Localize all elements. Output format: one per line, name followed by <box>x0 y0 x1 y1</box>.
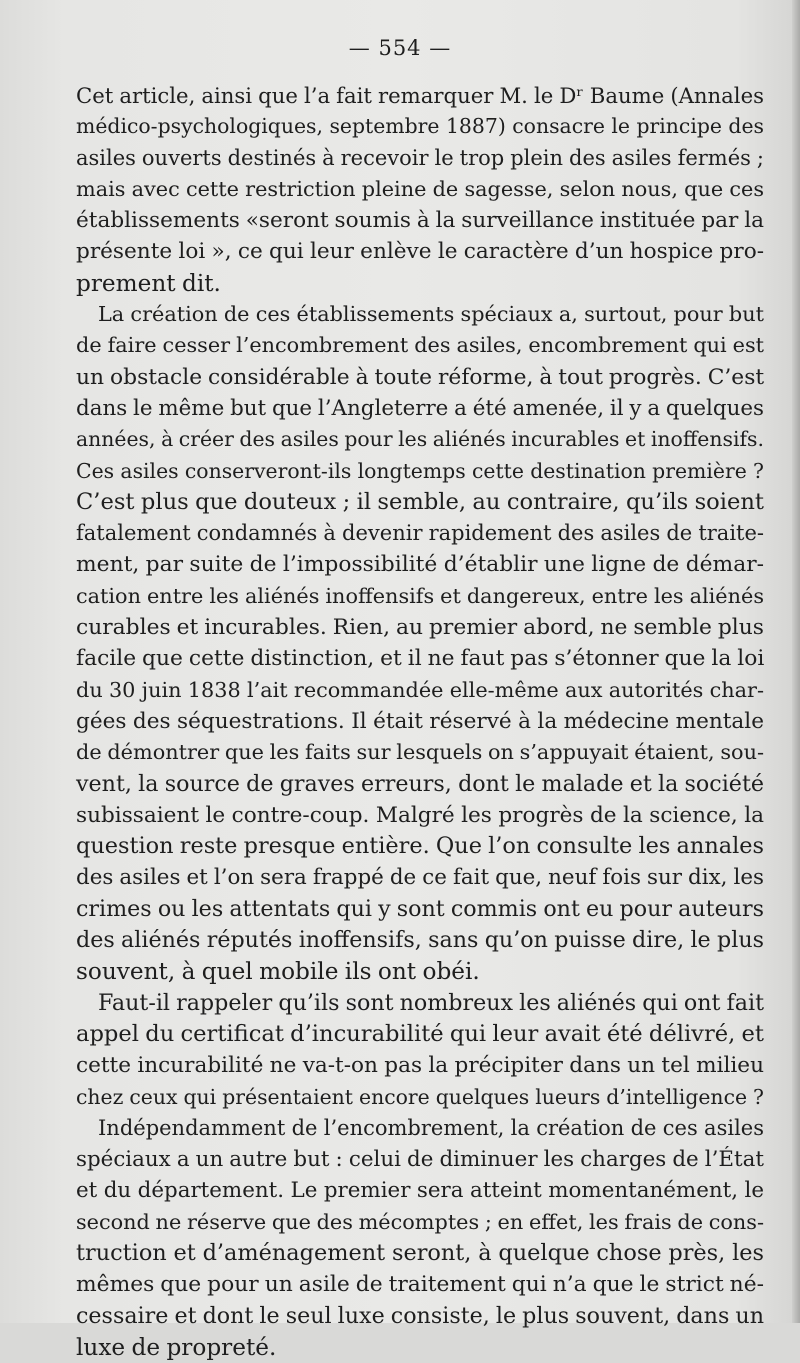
text-line: et du département. Le premier sera atteint momentanément, le <box>76 1178 764 1204</box>
text-line: ment, par suite de l’impossibilité d’établir une ligne de démar- <box>76 552 764 578</box>
text-line: C’est plus que douteux ; il semble, au contraire, qu’ils soient <box>76 488 764 515</box>
text-line: chez ceux qui présentaient encore quelques lueurs d’intelligence ? <box>76 1084 764 1109</box>
text-line: second ne réserve que des mécomptes ; en effet, les frais de cons- <box>76 1209 764 1234</box>
text-line: des asiles et l’on sera frappé de ce fait que, neuf fois sur dix, les <box>76 865 764 891</box>
text-line: cessaire et dont le seul luxe consiste, le plus souvent, dans un <box>76 1302 764 1329</box>
text-line: années, à créer des asiles pour les aliénés incurables et inoffensifs. <box>76 427 764 452</box>
text-line: spéciaux a un autre but : celui de diminuer les charges de l’État <box>76 1147 764 1173</box>
text-line: question reste presque entière. Que l’on consulte les annales <box>76 833 764 860</box>
body-text <box>76 80 764 1363</box>
text-line: Ces asiles conserveront-ils longtemps cette destination première ? <box>76 458 764 483</box>
text-line: gées des séquestrations. Il était réservé à la médecine mentale <box>76 708 764 734</box>
text-line: mêmes que pour un asile de traitement qui n’a que le strict né- <box>76 1272 764 1298</box>
text-line: asiles ouverts destinés à recevoir le trop plein des asiles fermés ; <box>76 145 764 170</box>
page-number: — 554 — <box>348 36 452 60</box>
text-line: médico-psychologiques, septembre 1887) consacre le principe des <box>76 114 764 139</box>
text-line: un obstacle considérable à toute réforme, à tout progrès. C’est <box>76 364 765 390</box>
text-line: truction et d’aménagement seront, à quelque chose près, les <box>76 1239 764 1266</box>
text-line: cette incurabilité ne va-t-on pas la précipiter dans un tel milieu <box>76 1053 764 1079</box>
text-line: de faire cesser l’encombrement des asiles, encombrement qui est <box>76 333 764 358</box>
page-edge-shadow <box>792 0 800 1323</box>
text-line: Indépendamment de l’encombrement, la création de ces asiles <box>98 1115 764 1140</box>
text-line: de démontrer que les faits sur lesquels on s’appuyait étaient, sou- <box>76 740 764 765</box>
text-line: subissaient le contre-coup. Malgré les progrès de la science, la <box>76 802 764 828</box>
text-line: Faut-il rappeler qu’ils sont nombreux les aliénés qui ont fait <box>98 989 764 1016</box>
text-line: souvent, à quel mobile ils ont obéi. <box>76 958 480 986</box>
text-line: appel du certificat d’incurabilité qui leur avait été délivré, et <box>76 1020 764 1047</box>
text-line: dans le même but que l’Angleterre a été amenée, il y a quelques <box>76 395 764 421</box>
text-line: luxe de propreté. <box>76 1333 277 1361</box>
text-line: prement dit. <box>76 269 221 297</box>
text-line: des aliénés réputés inoffensifs, sans qu’on puisse dire, le plus <box>76 927 764 954</box>
text-line: fatalement condamnés à devenir rapidement des asiles de traite- <box>76 521 764 546</box>
text-line: établissements «seront soumis à la surveillance instituée par la <box>76 208 764 234</box>
text-line: La création de ces établissements spéciaux a, surtout, pour but <box>98 302 764 327</box>
text-line: cation entre les aliénés inoffensifs et dangereux, entre les aliénés <box>76 583 764 608</box>
text-line: curables et incurables. Rien, au premier abord, ne semble plus <box>76 615 764 641</box>
text-line: crimes ou les attentats qui y sont commis ont eu pour auteurs <box>76 895 764 922</box>
text-line: mais avec cette restriction pleine de sagesse, selon nous, que ces <box>76 176 764 201</box>
text-line: facile que cette distinction, et il ne faut pas s’étonner que la loi <box>76 646 765 672</box>
text-line: présente loi », ce qui leur enlève le caractère d’un hospice pro- <box>76 239 764 265</box>
text-line: vent, la source de graves erreurs, dont le malade et la société <box>76 770 764 797</box>
text-line: Cet article, ainsi que l’a fait remarquer M. le Dʳ Baume (Annales <box>76 83 764 108</box>
text-line: du 30 juin 1838 l’ait recommandée elle-même aux autorités char- <box>76 677 764 702</box>
